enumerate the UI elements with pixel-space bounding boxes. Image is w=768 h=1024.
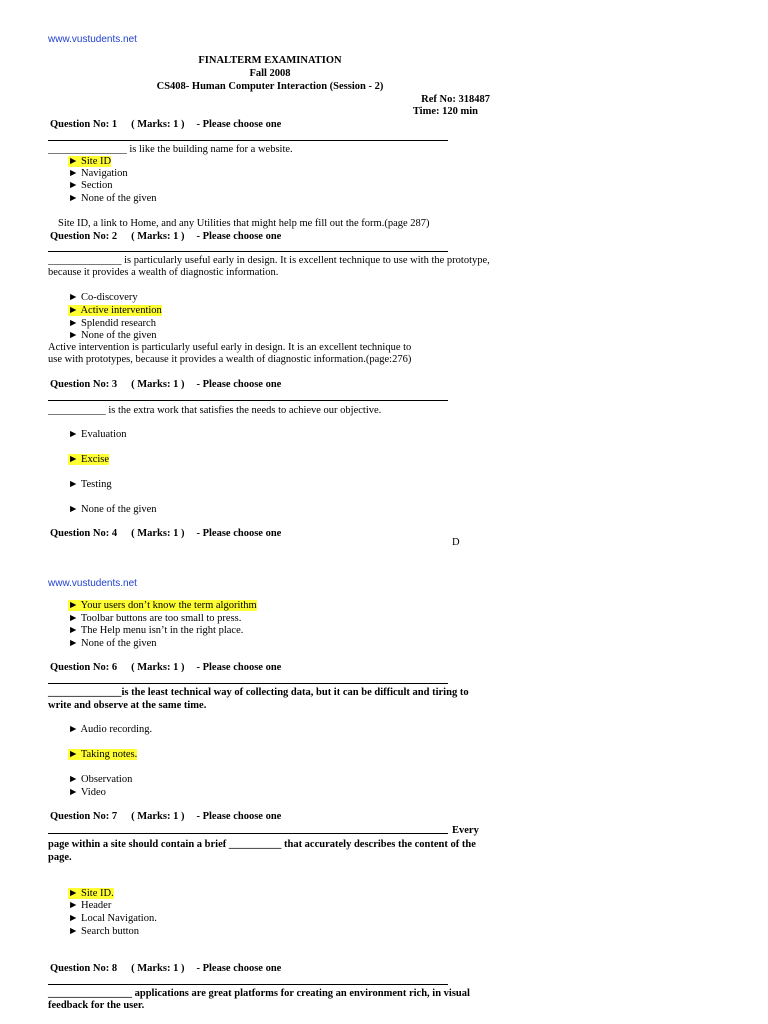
divider [48, 833, 448, 834]
option-2-c: ► Splendid research [68, 318, 156, 329]
exam-term: Fall 2008 [249, 68, 291, 79]
answer-note-1: Site ID, a link to Home, and any Utilities that might help me fill out the form.(page 287) [58, 218, 430, 229]
option-1-a: ► Site ID [68, 156, 112, 167]
option-5-b: ► Toolbar buttons are too small to press. [68, 613, 242, 624]
option-5-c: ► The Help menu isn’t in the right place. [68, 625, 244, 636]
option-6-c: ► Observation [68, 774, 133, 785]
option-5-d: ► None of the given [68, 638, 157, 649]
question-text-3: ___________ is the extra work that satisfies the needs to achieve our objective. [48, 405, 382, 416]
option-7-a: ► Site ID. [68, 888, 114, 899]
divider [48, 683, 448, 684]
divider [48, 984, 448, 985]
option-7-b: ► Header [68, 900, 112, 911]
question-text-6a: ______________is the least technical way of collecting data, but it can be difficult and tiring to [48, 687, 469, 698]
option-3-b: ► Excise [68, 454, 110, 465]
option-7-d: ► Search button [68, 926, 140, 937]
question-header-4: Question No: 4 ( Marks: 1 ) - Please choose one [50, 528, 282, 539]
option-1-d: ► None of the given [68, 193, 157, 204]
question-text-2a: ______________ is particularly useful early in design. It is excellent technique to use with the prototype, [48, 255, 490, 266]
question-text-2b: because it provides a wealth of diagnostic information. [48, 267, 279, 278]
answer-note-2b: use with prototypes, because it provides a wealth of diagnostic information.(page:276) [48, 354, 412, 365]
option-3-d: ► None of the given [68, 504, 157, 515]
option-2-d: ► None of the given [68, 330, 157, 341]
question-header-1: Question No: 1 ( Marks: 1 ) - Please choose one [50, 119, 282, 130]
option-6-a: ► Audio recording. [68, 724, 153, 735]
option-6-b: ► Taking notes. [68, 749, 138, 760]
question-text-8a: ________________ applications are great platforms for creating an environment rich, in visual [48, 988, 470, 999]
question-header-6: Question No: 6 ( Marks: 1 ) - Please choose one [50, 662, 282, 673]
divider [48, 251, 448, 252]
question-header-7: Question No: 7 ( Marks: 1 ) - Please choose one [50, 811, 282, 822]
question-header-2: Question No: 2 ( Marks: 1 ) - Please choose one [50, 231, 282, 242]
stray-glyph: D [452, 537, 460, 548]
divider [48, 140, 448, 141]
question-header-3: Question No: 3 ( Marks: 1 ) - Please choose one [50, 379, 282, 390]
site-link-top[interactable]: www.vustudents.net [48, 34, 137, 45]
option-1-b: ► Navigation [68, 168, 128, 179]
question-text-8b: feedback for the user. [48, 1000, 145, 1011]
option-1-c: ► Section [68, 180, 113, 191]
ref-number: Ref No: 318487 [421, 94, 490, 105]
option-2-b: ► Active intervention [68, 305, 162, 316]
option-6-d: ► Video [68, 787, 106, 798]
course-title: CS408- Human Computer Interaction (Session - 2) [156, 81, 384, 92]
option-2-a: ► Co-discovery [68, 292, 138, 303]
question-text-7a: Every [452, 825, 479, 836]
option-7-c: ► Local Navigation. [68, 913, 157, 924]
time-limit: Time: 120 min [412, 106, 478, 117]
option-3-a: ► Evaluation [68, 429, 127, 440]
question-text-7b: page within a site should contain a brief __________ that accurately describes the content of the [48, 839, 476, 850]
question-header-8: Question No: 8 ( Marks: 1 ) - Please choose one [50, 963, 282, 974]
question-text-7c: page. [48, 852, 72, 863]
question-text-1: _______________ is like the building name for a website. [48, 144, 293, 155]
answer-note-2a: Active intervention is particularly useful early in design. It is an excellent technique to [48, 342, 412, 353]
divider [48, 400, 448, 401]
option-5-a: ► Your users don’t know the term algorithm [68, 600, 257, 611]
option-3-c: ► Testing [68, 479, 112, 490]
exam-title: FINALTERM EXAMINATION [198, 55, 342, 66]
question-text-6b: write and observe at the same time. [48, 700, 207, 711]
site-link-mid[interactable]: www.vustudents.net [48, 578, 137, 589]
